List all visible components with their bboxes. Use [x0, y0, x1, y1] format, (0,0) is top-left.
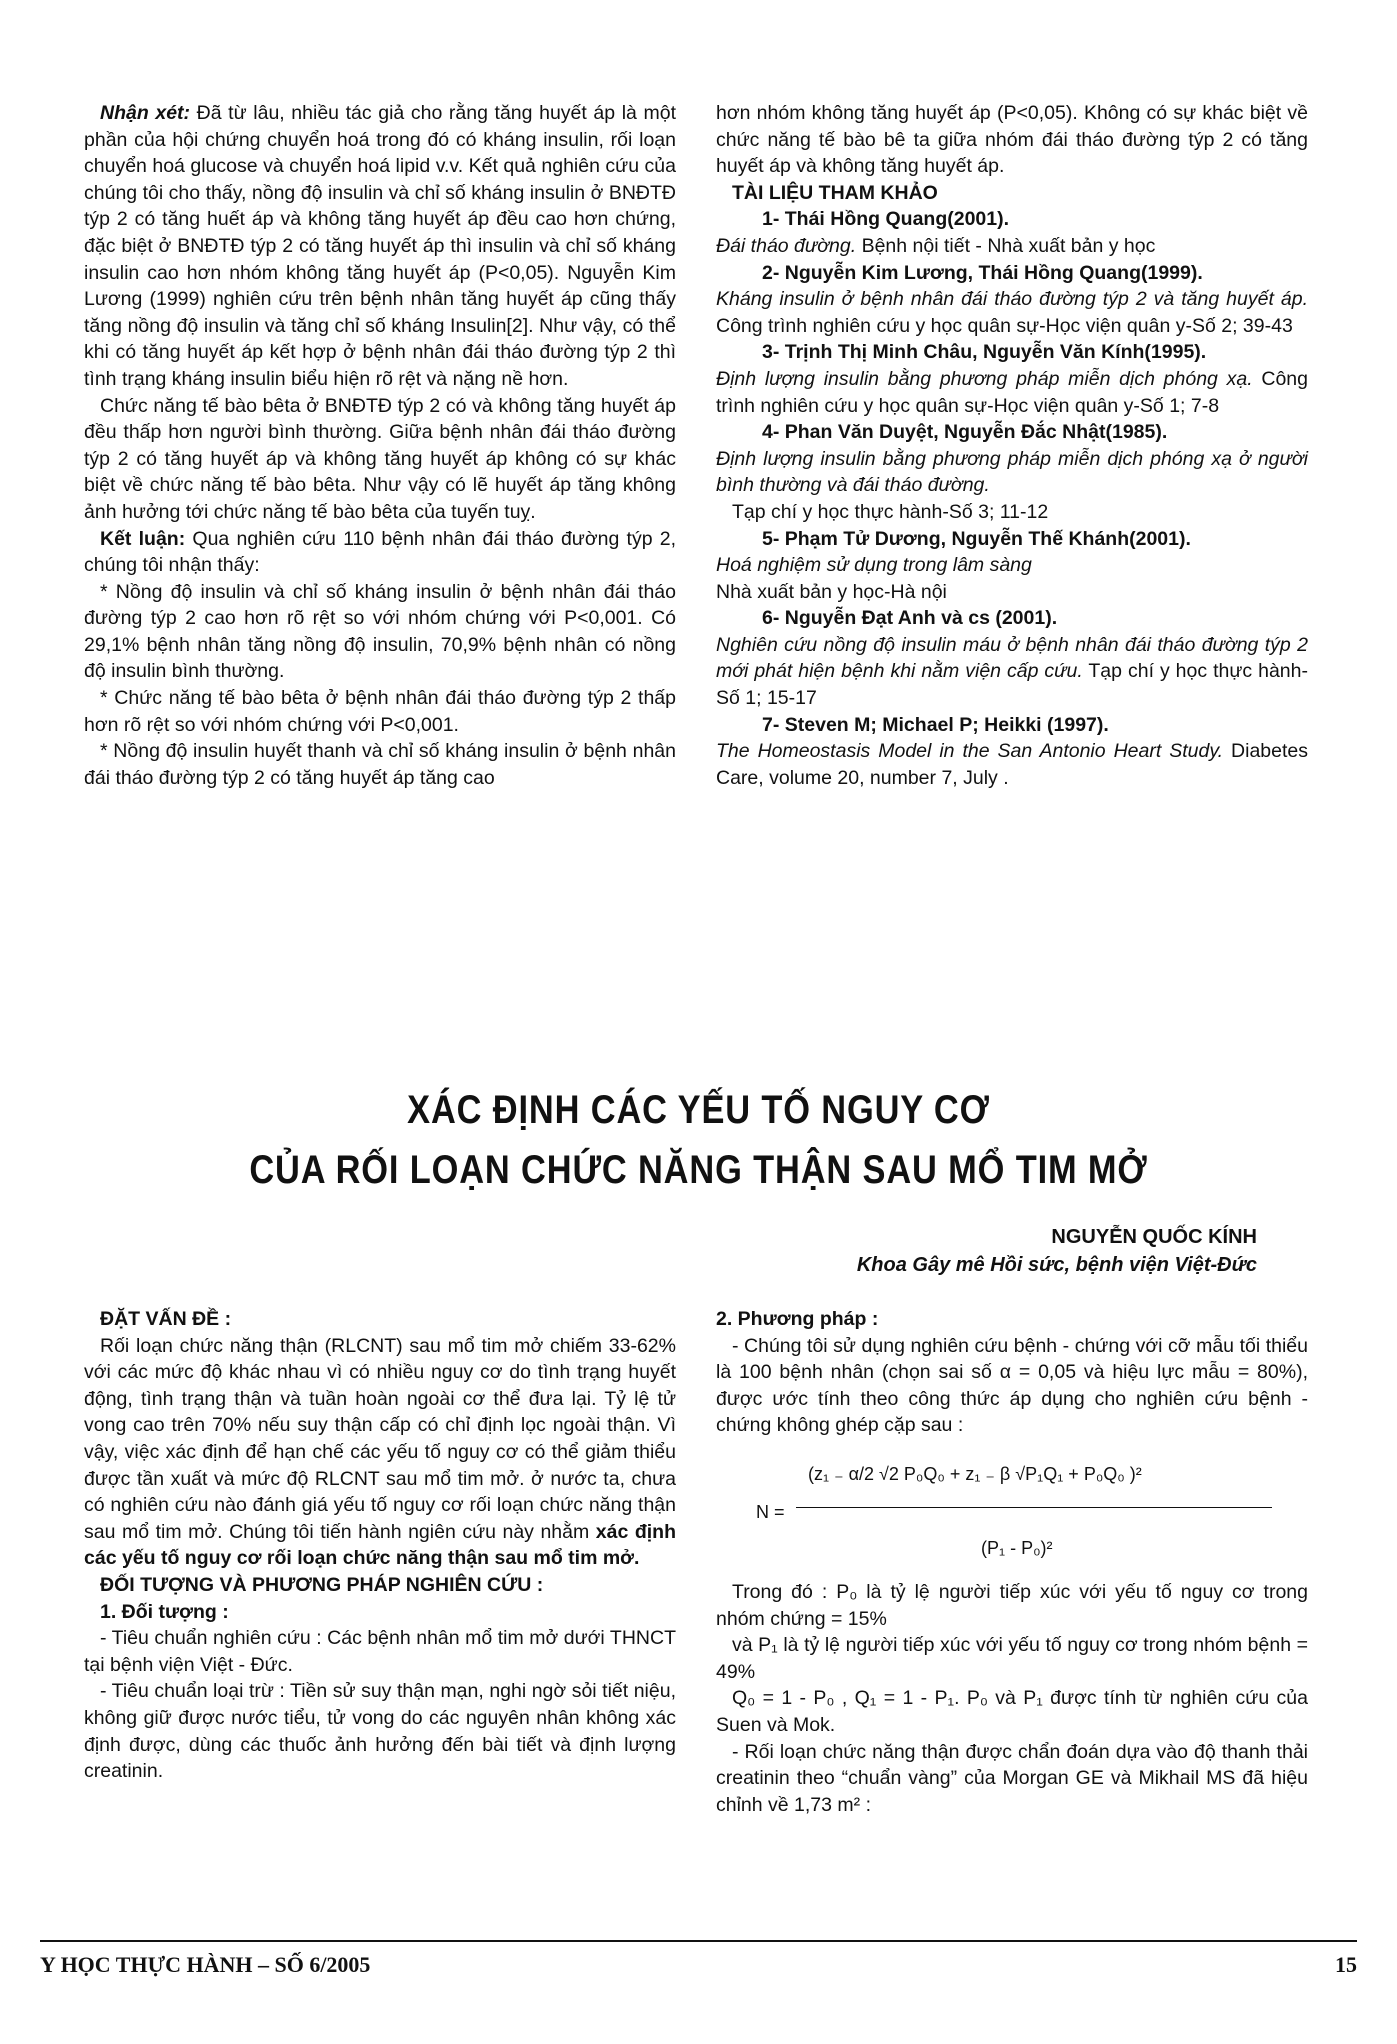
right-column-top [716, 100, 1308, 791]
author-block [857, 1223, 1257, 1279]
reference-4-title: Định lượng insulin bằng phương pháp miễn dịch phóng xạ ở người bình thường và đái tháo đường. [716, 447, 1308, 497]
nhan-xet-text: Đã từ lâu, nhiều tác giả cho rằng tăng huyết áp là một phần của hội chứng chuyển hoá trong đó có kháng insulin, rối loạn chuyển hoá glucose và chuyển hoá lipid v.v. Kết quả nghiên cứu của chúng tôi cho thấy, nồng độ insulin và chỉ số kháng insulin ở BNĐTĐ týp 2 có tăng huết áp và không tăng huyết áp đều cao hơn chứng, đặc biệt ở BNĐTĐ týp 2 có tăng huyết áp thì insulin và chỉ số kháng insulin cao hơn nhóm không tăng huyết áp (P<0,05). Nguyễn Kim Lương (1999) nghiên cứu trên bệnh nhân tăng huyết áp cũng thấy tăng nồng độ insulin và tăng chỉ số kháng Insulin[2]. Như vậy, có thể khi có tăng huyết áp kết hợp ở bệnh nhân đái tháo đường týp 2 thì tình trạng kháng insulin biểu hiện rõ rệt và nặng nề hơn. [84, 102, 676, 390]
reference-6-head: 6- Nguyễn Đạt Anh và cs (2001). [762, 607, 1058, 630]
sample-size-formula [716, 1439, 1308, 1579]
reference-5-head: 5- Phạm Tử Dương, Nguyễn Thế Khánh(2001). [762, 527, 1191, 550]
paragraph-inclusion: - Tiêu chuẩn nghiên cứu : Các bệnh nhân mổ tim mở dưới THNCT tại bệnh viện Việt - Đức. [84, 1627, 676, 1676]
reference-1-body [716, 233, 1308, 260]
ket-luan-label: Kết luận: [100, 527, 186, 550]
paragraph-creatinine: - Rối loạn chức năng thận được chẩn đoán dựa vào độ thanh thải creatinin theo “chuẩn vàng” của Morgan GE và Mikhail MS đã hiệu chỉnh về 1,73 m² : [716, 1740, 1308, 1816]
reference-5-source: Nhà xuất bản y học-Hà nội [716, 580, 947, 603]
reference-4-head: 4- Phan Văn Duyệt, Nguyễn Đắc Nhật(1985). [762, 421, 1168, 444]
formula-denominator: (P₁ - P₀)² [981, 1537, 1053, 1558]
page-footer [40, 1940, 1357, 1992]
nhan-xet-label: Nhận xét: [100, 102, 191, 124]
reference-1-title: Đái tháo đường. [716, 234, 857, 257]
section-heading-methods: ĐỐI TƯỢNG VÀ PHƯƠNG PHÁP NGHIÊN CỨU : [100, 1573, 544, 1596]
paragraph-continuation: hơn nhóm không tăng huyết áp (P<0,05). Không có sự khác biệt về chức năng tế bào bê ta giữa nhóm đái tháo đường týp 2 có tăng huyết áp và không tăng huyết áp. [716, 102, 1308, 178]
reference-7-title: The Homeostasis Model in the San Antonio Heart Study. [716, 740, 1224, 763]
conclusion-item-3: * Nồng độ insulin huyết thanh và chỉ số kháng insulin ở bệnh nhân đái tháo đường týp 2 có tăng huyết áp tăng cao [84, 740, 676, 789]
paragraph-nhan-xet [84, 100, 676, 393]
reference-3-body [716, 366, 1308, 419]
paragraph-sample-size: - Chúng tôi sử dụng nghiên cứu bệnh - chứng với cỡ mẫu tối thiểu là 100 bệnh nhân (chọn sai số α = 0,05 và hiệu lực mẫu = 80%), được ước tính theo công thức áp dụng cho nghiên cứu bệnh - chứng không ghép cặp sau : [716, 1334, 1308, 1437]
reference-7-source: Diabetes Care, volume 20, number 7, July . [716, 740, 1308, 789]
subsection-heading-subjects: 1. Đối tượng : [100, 1600, 229, 1623]
paragraph-q-values: Q₀ = 1 - P₀ , Q₁ = 1 - P₁. P₀ và P₁ được tính từ nghiên cứu của Suen và Mok. [716, 1687, 1308, 1736]
intro-aim: xác định các yếu tố nguy cơ rối loạn chức năng thận sau mổ tim mở. [84, 1520, 676, 1570]
right-column-bottom [716, 1306, 1308, 1818]
references-heading: TÀI LIỆU THAM KHẢO [732, 181, 938, 204]
reference-1-head: 1- Thái Hồng Quang(2001). [762, 208, 1010, 231]
reference-7-body [716, 738, 1308, 791]
reference-2-body [716, 286, 1308, 339]
section-heading-dat-van-de: ĐẶT VẤN ĐỀ : [100, 1308, 232, 1330]
page-number: 15 [1335, 1952, 1357, 1977]
ket-luan-text: Qua nghiên cứu 110 bệnh nhân đái tháo đường týp 2, chúng tôi nhận thấy: [84, 527, 677, 577]
journal-name: Y HỌC THỰC HÀNH – SỐ 6/2005 [40, 1952, 371, 1977]
reference-list [716, 206, 1308, 791]
paragraph-p0: Trong đó : P₀ là tỷ lệ người tiếp xúc với yếu tố nguy cơ trong nhóm chứng = 15% [716, 1580, 1308, 1630]
reference-4-body [716, 446, 1308, 499]
reference-2-source: Công trình nghiên cứu y học quân sự-Học viện quân y-Số 2; 39-43 [716, 314, 1293, 337]
intro-text: Rối loạn chức năng thận (RLCNT) sau mổ tim mở chiếm 33-62% với các mức độ khác nhau vì có nhiều nguy cơ do tình trạng huyết động, tình trạng thận và tuần hoàn ngoài cơ thể đưa lại. Tỷ lệ tử vong cao trên 70% nếu suy thận cấp có chỉ định lọc ngoài thận. Vì vậy, việc xác định để hạn chế các yếu tố nguy cơ có thể giảm thiểu được tần xuất và mức độ RLCNT sau mổ tim mở. ở nước ta, chưa có nghiên cứu nào đánh giá yếu tố nguy cơ rối loạn chức năng thận sau mổ tim mở. Chúng tôi tiến hành ngiên cứu này nhằm [84, 1334, 676, 1543]
left-column-bottom [84, 1306, 676, 1785]
reference-6-body [716, 632, 1308, 712]
reference-2-title: Kháng insulin ở bệnh nhân đái tháo đường týp 2 và tăng huyết áp. [716, 288, 1308, 311]
reference-1-source: Bệnh nội tiết - Nhà xuất bản y học [856, 234, 1156, 257]
conclusion-item-2: * Chức năng tế bào bêta ở bệnh nhân đái tháo đường týp 2 thấp hơn rõ rệt so với nhóm chứng với P<0,001. [84, 687, 676, 736]
reference-5-title: Hoá nghiệm sử dụng trong lâm sàng [716, 554, 1032, 577]
conclusion-item-1: * Nồng độ insulin và chỉ số kháng insulin ở bệnh nhân đái tháo đường týp 2 cao hơn rõ rệt so với nhóm chứng với P<0,001. Có 29,1% bệnh nhân tăng nồng độ insulin, 70,9% bệnh nhân có nồng độ insulin bình thường. [84, 580, 676, 683]
formula-n: N = [756, 1501, 785, 1522]
article-title-line-1: XÁC ĐỊNH CÁC YẾU TỐ NGUY CƠ [407, 1088, 990, 1132]
article-title [98, 1080, 1299, 1200]
author-affiliation: Khoa Gây mê Hồi sức, bệnh viện Việt-Đức [856, 1254, 1257, 1276]
reference-7-head: 7- Steven M; Michael P; Heikki (1997). [762, 713, 1109, 736]
reference-6-title: Nghiên cứu nồng độ insulin máu ở bệnh nhân đái tháo đường týp 2 mới phát hiện bệnh khi nằm viện cấp cứu. [716, 633, 1308, 683]
paragraph-p1: và P₁ là tỷ lệ người tiếp xúc với yếu tố nguy cơ trong nhóm bệnh = 49% [716, 1634, 1308, 1683]
reference-2-head: 2- Nguyễn Kim Lương, Thái Hồng Quang(1999). [762, 261, 1203, 284]
reference-6-source: Tạp chí y học thực hành-Số 1; 15-17 [716, 660, 1308, 710]
formula-numerator: (z₁ ₋ α/2 √2 P₀Q₀ + z₁ ₋ β √P₁Q₁ + P₀Q₀ )² [808, 1463, 1142, 1484]
reference-3-head: 3- Trịnh Thị Minh Châu, Nguyễn Văn Kính(1995). [762, 341, 1207, 364]
reference-4-source: Tạp chí y học thực hành-Số 3; 11-12 [732, 500, 1049, 523]
formula-fraction-bar [796, 1507, 1272, 1508]
paragraph-exclusion: - Tiêu chuẩn loại trừ : Tiền sử suy thận mạn, nghi ngờ sỏi tiết niệu, không giữ được nước tiểu, tử vong do các nguyên nhân không xác định được, dùng các thuốc ảnh hưởng đến bài tiết và định lượng creatinin. [84, 1680, 676, 1783]
subsection-heading-method: 2. Phương pháp : [716, 1308, 879, 1330]
reference-3-source: Công trình nghiên cứu y học quân sự-Học viện quân y-Số 1; 7-8 [716, 367, 1308, 417]
article-title-line-2: CỦA RỐI LOẠN CHỨC NĂNG THẬN SAU MỔ TIM MỞ [249, 1148, 1148, 1192]
paragraph-ket-luan [84, 526, 676, 579]
author-name: NGUYỄN QUỐC KÍNH [1051, 1226, 1257, 1248]
reference-3-title: Định lượng insulin bằng phương pháp miễn dịch phóng xạ. [716, 367, 1253, 390]
paragraph-beta-cell: Chức năng tế bào bêta ở BNĐTĐ týp 2 có và không tăng huyết áp đều thấp hơn người bình thường. Giữa bệnh nhân đái tháo đường týp 2 có tăng huyết áp và không tăng huyết áp không có sự khác biệt về chức năng tế bào bêta. Như vậy có lẽ huyết áp tăng không ảnh hưởng tới chức năng tế bào bêta của tuyến tuỵ. [84, 394, 676, 523]
left-column-top [84, 100, 676, 791]
paragraph-intro [84, 1333, 676, 1572]
